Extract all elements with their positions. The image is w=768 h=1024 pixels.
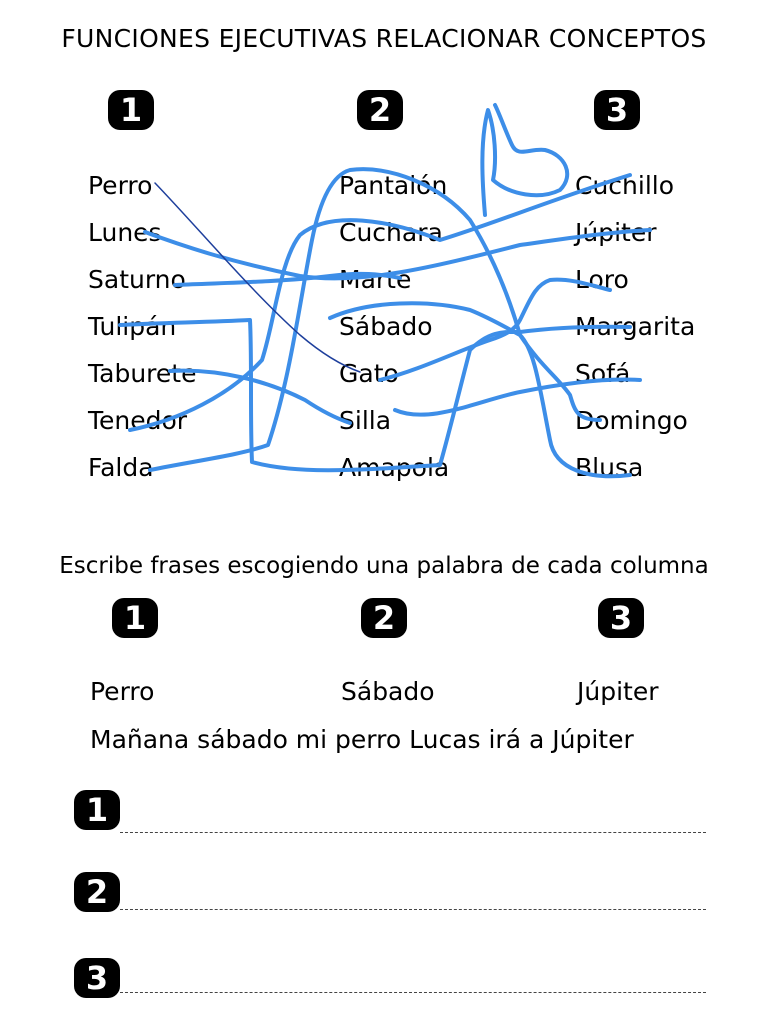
word-item: Domingo xyxy=(575,406,688,435)
column-number-badge: 1 xyxy=(112,598,158,638)
word-item: Tulipán xyxy=(88,312,177,341)
answer-line[interactable] xyxy=(120,992,706,993)
column-number-badge: 3 xyxy=(598,598,644,638)
word-item: Sofá xyxy=(575,359,631,388)
word-item: Cuchillo xyxy=(575,171,675,200)
word-item: Taburete xyxy=(88,359,197,388)
column-number-badge: 2 xyxy=(361,598,407,638)
answer-number-badge: 3 xyxy=(74,958,120,998)
word-item: Perro xyxy=(88,171,153,200)
word-item: Marte xyxy=(339,265,412,294)
example-word: Perro xyxy=(90,677,155,706)
example-word: Sábado xyxy=(341,677,435,706)
word-item: Tenedor xyxy=(88,406,188,435)
word-item: Amapola xyxy=(339,453,450,482)
answer-number-badge: 1 xyxy=(74,790,120,830)
worksheet-title: FUNCIONES EJECUTIVAS RELACIONAR CONCEPTOS xyxy=(61,24,707,53)
answer-line[interactable] xyxy=(120,909,706,910)
word-item: Silla xyxy=(339,406,392,435)
word-item: Margarita xyxy=(575,312,696,341)
word-item: Lunes xyxy=(88,218,162,247)
sentence-instructions: Escribe frases escogiendo una palabra de cada columna xyxy=(59,553,709,579)
word-item: Falda xyxy=(88,453,154,482)
answer-number-badge: 2 xyxy=(74,872,120,912)
word-item: Loro xyxy=(575,265,629,294)
word-item: Cuchara xyxy=(339,218,443,247)
word-item: Saturno xyxy=(88,265,186,294)
example-word: Júpiter xyxy=(577,677,659,706)
word-item: Gato xyxy=(339,359,399,388)
column-number-badge: 2 xyxy=(357,90,403,130)
column-number-badge: 3 xyxy=(594,90,640,130)
word-item: Blusa xyxy=(575,453,644,482)
column-number-badge: 1 xyxy=(108,90,154,130)
example-sentence: Mañana sábado mi perro Lucas irá a Júpiter xyxy=(90,725,634,754)
word-item: Júpiter xyxy=(575,218,657,247)
word-item: Pantalón xyxy=(339,171,448,200)
word-item: Sábado xyxy=(339,312,433,341)
answer-line[interactable] xyxy=(120,832,706,833)
